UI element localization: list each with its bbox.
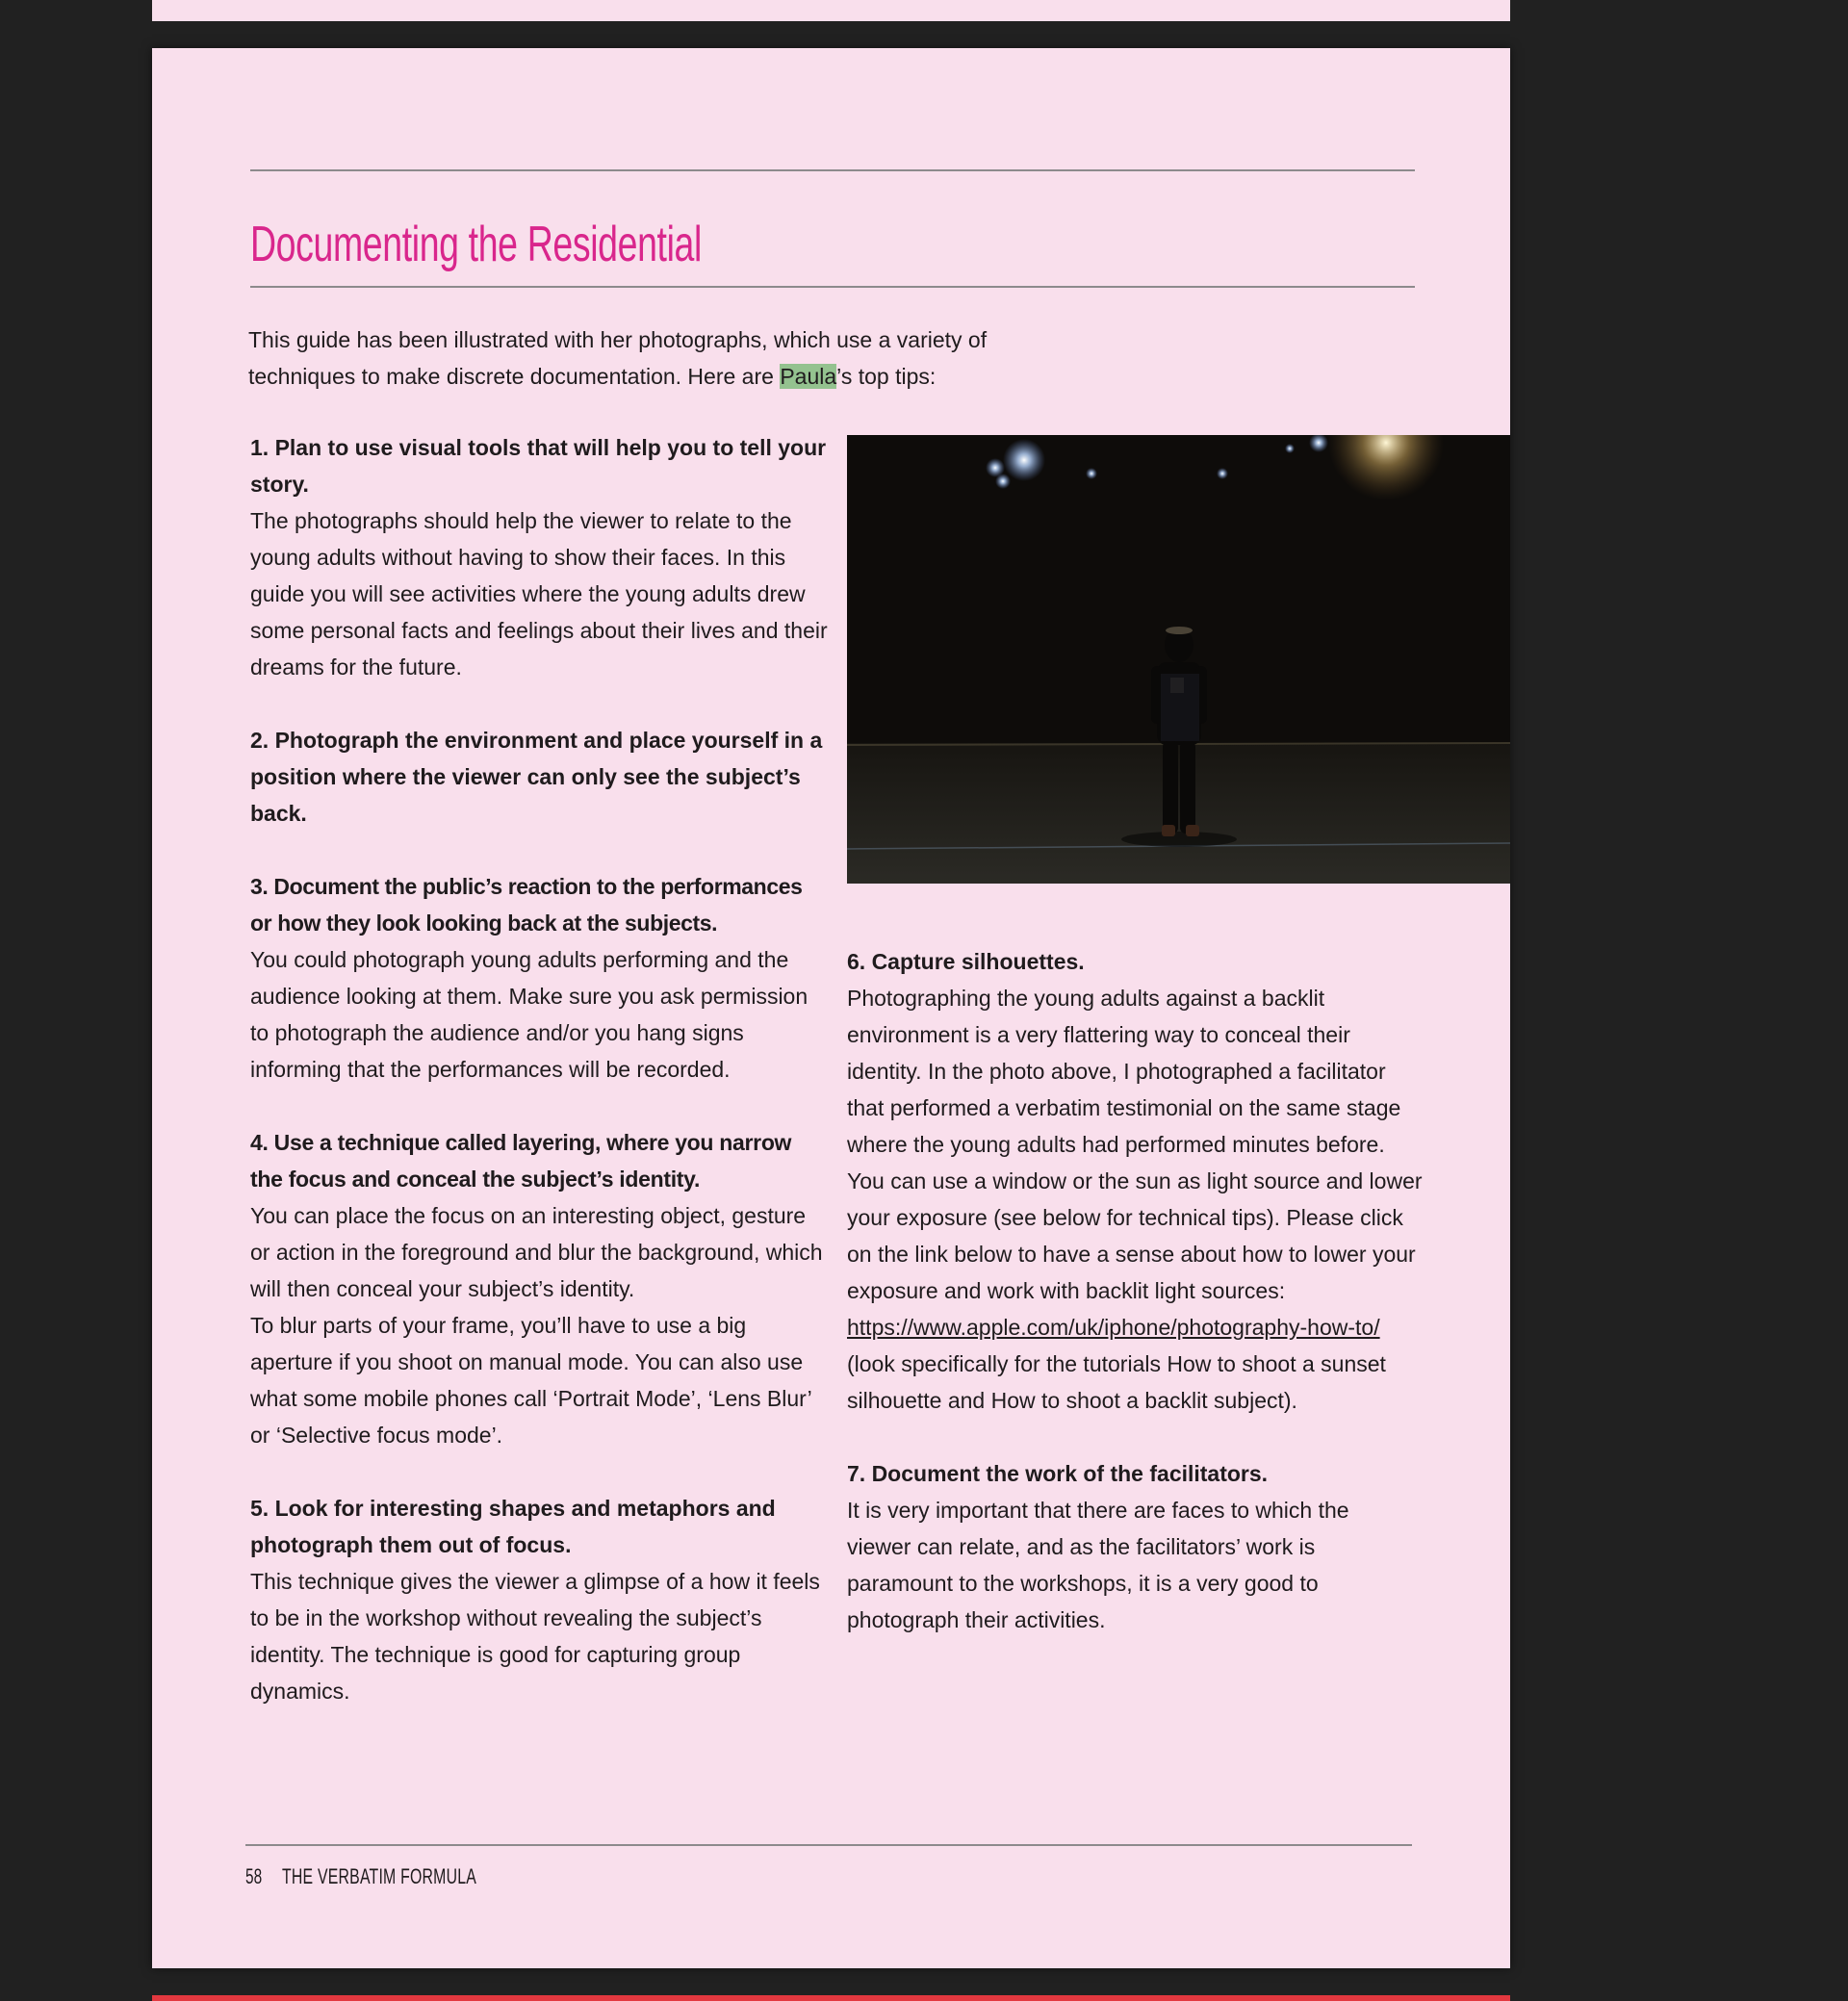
tip-4-body-2: To blur parts of your frame, you’ll have to use a big aperture if you shoot on manual mode. You can also use what some mobile phones call ‘Portrait Mode’, ‘Lens Blur’ or ‘Selective focus mode’. — [250, 1313, 811, 1448]
intro-line-2-end: ’s top tips: — [836, 364, 937, 389]
intro-line-1: This guide has been illustrated with her photographs, which use a variety of — [248, 327, 988, 352]
intro-line-2-start: techniques to make discrete documentation. Here are — [248, 364, 781, 389]
publication-name: THE VERBATIM FORMULA — [282, 1864, 477, 1888]
top-rule — [250, 169, 1415, 171]
tip-4-heading: 4. Use a technique called layering, where you narrow the focus and conceal the subject’s identity. — [250, 1130, 792, 1192]
tip-6-body-text: Photographing the young adults against a backlit environment is a very flattering way to conceal their identity. In the photo above, I photographed a facilitator that performed a verbatim testimonial on the same stage where the young adults had performed minutes before. You can use a window or the sun as light source and lower your exposure (see below for technical tips). Please click on the link below to have a sense about how to lower your exposure and work with backlit light sources: — [847, 986, 1423, 1303]
tip-1-heading: 1. Plan to use visual tools that will help you to tell your story. — [250, 435, 827, 497]
tip-1-body: The photographs should help the viewer to relate to the young adults without having to show their faces. In this guide you will see activities where the young adults drew some personal facts and feelings about their lives and their dreams for the future. — [250, 508, 828, 680]
stage-silhouette-photo — [847, 435, 1510, 884]
footer-rule — [245, 1844, 1412, 1846]
tip-2-heading: 2. Photograph the environment and place yourself in a position where the viewer can only see the subject’s back. — [250, 728, 823, 826]
document-page — [152, 48, 1510, 1968]
tip-6-heading: 6. Capture silhouettes. — [847, 949, 1085, 974]
tip-3-heading: 3. Document the public’s reaction to the performances or how they look looking back at the subjects. — [250, 874, 803, 936]
intro-paragraph — [248, 321, 1115, 395]
page-title: Documenting the Residential — [250, 217, 702, 272]
tip-4-body-1: You can place the focus on an interesting object, gesture or action in the foreground and blur the background, which will then conceal your subject’s identity. — [250, 1203, 823, 1301]
apple-photography-link[interactable]: https://www.apple.com/uk/iphone/photography-how-to/ — [847, 1315, 1380, 1340]
highlighted-name[interactable]: Paula — [780, 364, 837, 389]
title-rule — [250, 286, 1415, 288]
tip-6-body — [847, 980, 1424, 1419]
tip-5-heading: 5. Look for interesting shapes and metaphors and photograph them out of focus. — [250, 1496, 776, 1557]
tip-5-body: This technique gives the viewer a glimpse of a how it feels to be in the workshop without revealing the subject’s identity. The technique is good for capturing group dynamics. — [250, 1569, 820, 1704]
next-page-edge — [152, 1995, 1510, 2001]
page-number: 58 — [245, 1864, 263, 1888]
right-column — [847, 943, 1424, 1638]
tip-6-body-end: (look specifically for the tutorials How to shoot a sunset silhouette and How to shoot a backlit subject). — [847, 1351, 1386, 1413]
tip-7-body: It is very important that there are faces to which the viewer can relate, and as the facilitators’ work is paramount to the workshops, it is a very good to photograph their activities. — [847, 1498, 1349, 1632]
tip-7-heading: 7. Document the work of the facilitators. — [847, 1461, 1269, 1486]
left-column — [250, 429, 828, 1709]
tip-3-body: You could photograph young adults performing and the audience looking at them. Make sure you ask permission to photograph the audience and/or you hang signs informing that the performances will be recorded. — [250, 947, 808, 1082]
previous-page-edge — [152, 0, 1510, 21]
